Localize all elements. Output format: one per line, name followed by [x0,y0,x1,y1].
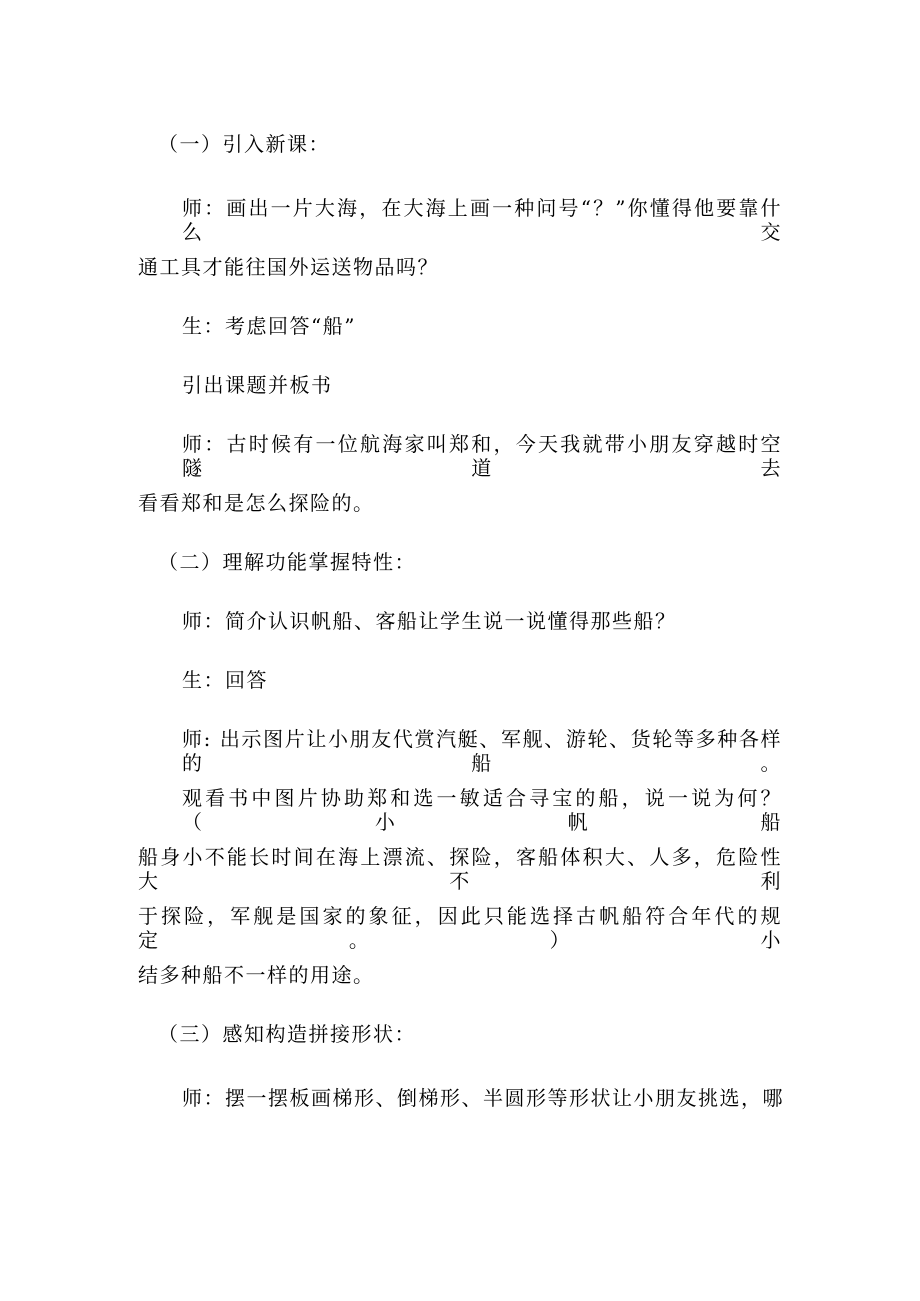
paragraph-line: 师: 出示图片让小朋友代赏汽艇、军舰、游轮、货轮等多种各样的船。 [182,727,782,775]
paragraph-line: 观看书中图片协助郑和选一敏适合寻宝的船，说一说为何？（小帆船 [182,786,782,834]
paragraph-line: 师：摆一摆板画梯形、倒梯形、半圆形等形状让小朋友挑选，哪 [182,1086,784,1110]
paragraph-line: 于探险，军舰是国家的象征，因此只能选择古帆船符合年代的规定。）小 [138,904,782,952]
paragraph-line: 师：简介认识帆船、客船让学生说一说懂得那些船？ [182,609,677,633]
paragraph-line: 船身小不能长时间在海上漂流、探险，客船体积大、人多，危险性大不利 [138,845,782,893]
paragraph-line: 生：回答 [182,668,268,692]
paragraph-line: 师：古时候有一位航海家叫郑和，今天我就带小朋友穿越时空隧道去 [182,432,782,480]
paragraph-line: 看看郑和是怎么探险的。 [138,491,375,515]
section-heading-2: （二）理解功能掌握特性： [158,550,416,574]
paragraph-line: 引出课题并板书 [182,373,333,397]
paragraph-line: 通工具才能往国外运送物品吗？ [138,255,439,279]
section-heading-1: （一）引入新课： [158,132,330,156]
section-heading-3: （三）感知构造拼接形状： [158,1022,416,1046]
paragraph-line: 师：画出一片大海，在大海上画一种问号“？”你懂得他要靠什么交 [182,196,782,244]
paragraph-line: 结多种船不一样的用途。 [138,963,375,987]
paragraph-line: 生：考虑回答“船” [182,314,356,338]
